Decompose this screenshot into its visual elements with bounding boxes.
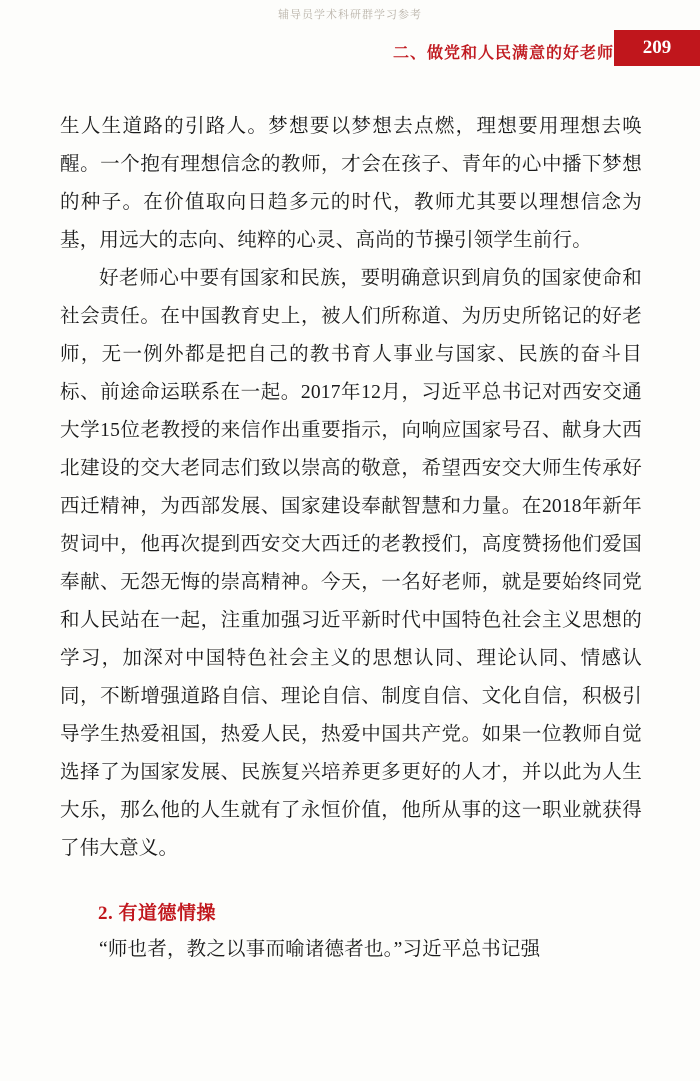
paragraph-continuation: 生人生道路的引路人。梦想要以梦想去点燃，理想要用理想去唤醒。一个抱有理想信念的教师，才会在孩子、青年的心中播下梦想的种子。在价值取向日趋多元的时代，教师尤其要以理想信念为基，用远大的志向、纯粹的心灵、高尚的节操引领学生前行。 — [60, 116, 642, 251]
section-heading: 2. 有道德情操 — [98, 903, 217, 924]
paragraph-body: 好老师心中要有国家和民族，要明确意识到肩负的国家使命和社会责任。在中国教育史上，被人们所称道、为历史所铭记的好老师，无一例外都是把自己的教书育人事业与国家、民族的奋斗目标、前途命运联系在一起。2017年12月，习近平总书记对西安交通大学15位老教授的来信作出重要指示，向响应国家号召、献身大西北建设的交大老同志们致以崇高的敬意，希望西安交大师生传承好西迁精神，为西部发展、国家建设奉献智慧和力量。在2018年新年贺词中，他再次提到西安交大西迁的老教授们，高度赞扬他们爱国奉献、无怨无悔的崇高精神。今天，一名好老师，就是要始终同党和人民站在一起，注重加强习近平新时代中国特色社会主义思想的学习，加深对中国特色社会主义的思想认同、理论认同、情感认同，不断增强道路自信、理论自信、制度自信、文化自信，积极引导学生热爱祖国，热爱人民，热爱中国共产党。如果一位教师自觉选择了为国家发展、民族复兴培养更多更好的人才，并以此为人生大乐，那么他的人生就有了永恒价值，他所从事的这一职业就获得了伟大意义。 — [60, 268, 642, 859]
chapter-title: 二、做党和人民满意的好老师 — [392, 45, 614, 62]
page-content — [60, 108, 642, 969]
page-number: 209 — [614, 30, 700, 66]
page-header — [0, 36, 700, 66]
paragraph-trailing: “师也者，教之以事而喻诸德者也。”习近平总书记强 — [99, 939, 541, 960]
header-divider — [58, 64, 614, 65]
watermark-text: 辅导员学术科研群学习参考 — [278, 8, 422, 21]
